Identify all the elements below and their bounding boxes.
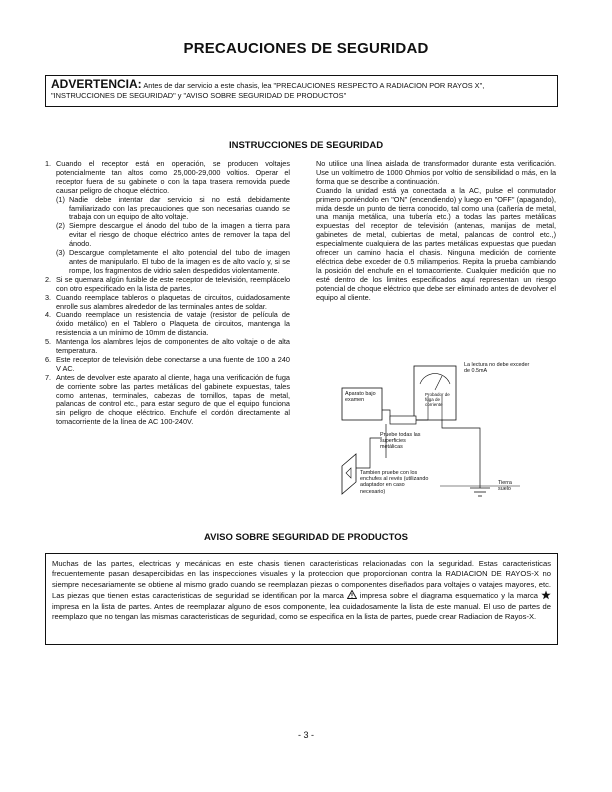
page-number: - 3 - xyxy=(297,730,314,740)
right-paragraph-1: No utilice una línea aislada de transformador durante esta verificación. Use un voltímetro de 1000 Ohmios por voltio de sensibilidad o más, en la forma que se describe a continuación. xyxy=(316,159,556,186)
device-label: Aparato bajo examen xyxy=(345,391,376,404)
aviso-text-c: impresa en la lista de partes. Antes de reemplazar alguno de esos componente, lea cuidadosamente la lista de este manual. El uso de partes de reemplazo que no tengan las mismas caracteristicas de seguridad, como se especifica en la lista de partes, puede crear Radiacion de Rayos-X. xyxy=(52,601,551,622)
leakage-test-diagram xyxy=(330,358,552,508)
aviso-heading: AVISO SOBRE SEGURIDAD DE PRODUCTOS xyxy=(204,532,408,543)
list-item: 3. Cuando reemplace tableros o plaquetas de circuitos, cuidadosamente enrolle sus alambres alrededor de las terminales antes de soldar. xyxy=(45,292,290,311)
instrucciones-heading: INSTRUCCIONES DE SEGURIDAD xyxy=(228,140,384,151)
list-item: 5. Mantenga los alambres lejos de componentes de alto voltaje o de alta temperatura. xyxy=(45,337,290,356)
left-column xyxy=(45,160,290,427)
outlet-plate xyxy=(342,454,356,494)
warning-line2: "INSTRUCCIONES DE SEGURIDAD" y "AVISO SOBRE SEGURIDAD DE PRODUCTOS" xyxy=(51,91,347,100)
warning-heading: ADVERTENCIA: xyxy=(51,77,142,91)
probe-resistor xyxy=(390,416,416,424)
aviso-box xyxy=(45,553,558,645)
list-item: 6. Este receptor de televisión debe conectarse a una fuente de 100 a 240 V AC. xyxy=(45,354,290,373)
list-item: 7. Antes de devolver este aparato al cliente, haga una verificación de fuga de corriente sobre las partes metálicas del gabinete expuestas, tales como antenas, terminales, cabezas de tornillos, tapas de metal, palancas de control etc., para estar seguro de que el equipo funciona sin peligro de choque eléctrico. Enchufe el cordón directamente al tomacorriente de la línea de AC 100-240V. xyxy=(45,372,290,427)
list-subitem: (3) Descargue completamente el alto potencial del tubo de imagen antes de manipularlo. El tubo de la imagen es de alto vacío y, si se rompe, los fragmentos de vidrio salen despedidos violentamente. xyxy=(56,248,290,275)
ground-label: Tierra suelo xyxy=(498,480,512,493)
meter-label: Probador de fuga de corriente xyxy=(425,392,450,407)
plug-label: Tambien pruebe con los enchufes al revés (utilizando adaptador en caso necesario) xyxy=(360,470,429,495)
right-column xyxy=(316,160,556,303)
warning-triangle-icon xyxy=(347,590,357,599)
list-item: 1. Cuando el receptor está en operación, se producen voltajes potencialmente tan altos como 25,000-29,000 voltios. Operar el receptor fuera de su gabinete o con la tapa trasera removida puede causar peligro de choque eléctrico. xyxy=(45,159,290,195)
warning-line1: Antes de dar servicio a este chasis, lea "PRECAUCIONES RESPECTO A RADIACION POR RAYOS X", xyxy=(143,81,485,90)
meter-note: La lectura no debe exceder de 0.5mA xyxy=(464,362,530,375)
aviso-text-b: impresa sobre el diagrama esquematico y la marca xyxy=(359,591,538,601)
list-item: 2. Si se quemara algún fusible de este receptor de televisión, reemplácelo con otro especificado en la lista de partes. xyxy=(45,274,290,293)
right-paragraph-2: Cuando la unidad está ya conectada a la AC, pulse el conmutador primero poniéndolo en "ON" (encendiendo) y luego en "OFF" (apagando), mida desde un punto de tierra conocido, tal como una (cañería de metal, una manija metálica, una tubería etc.) a todas las partes metálicas expuestas del receptor de televisión (antenas, manijas de metal, gabinetes de metal, cubiertas de metal, palancas de control etc.,) especialmente cualquiera de las partes metálicas expuestas que puedan ofrecer un camino hacia el chasis. Ninguna medición de corriente eléctrica debe exceder de 0.5 miliamperios. Repita la prueba cambiando la posición del enchufe en el tomacorriente. Cualquier medición que no esté dentro de los limites especificados aquí representan un riesgo potencial de choque eléctrico que debe ser eliminado antes de devolver el equipo al cliente. xyxy=(316,185,556,302)
page-title: PRECAUCIONES DE SEGURIDAD xyxy=(183,40,429,57)
list-subitem: (2) Siempre descargue el ánodo del tubo de la imagen a tierra para evitar el riesgo de choque eléctrico antes de remover la tapa del ánodo. xyxy=(56,221,290,249)
star-icon xyxy=(541,590,551,600)
list-item: 4. Cuando reemplace un resistencia de vataje (resistor de película de óxido metálico) en el Tablero o Plaqueta de circuitos, mantenga la resistencia a un mínimo de 10mm de distancia. xyxy=(45,310,290,338)
warning-box xyxy=(45,75,558,107)
test-label: Pruebe todas las superficies metálicas xyxy=(380,432,421,451)
aviso-text-a: Muchas de las partes, electricas y mecánicas en este chasis tienen caracteristicas relacionadas con la seguridad. Estas caracteristicas frecuentemente pasan desapercibidas en las inspecciones visuales y la proteccion que proporcionan contra la RADIACION DE RAYOS-X no siempre necesariamente se obtiene al mismo grado cuando se reemplazan piezas o componentes diseñados para voltajes o vatajes mayores, etc. Las piezas que tienen estas caracteristicas de seguridad se identifican por la marca xyxy=(52,559,551,601)
list-subitem: (1) Nadie debe intentar dar servicio si no está debidamente familiarizado con las precauciones que son necesarias cuando se trabaja con un equipo de alto voltaje. xyxy=(56,194,290,222)
